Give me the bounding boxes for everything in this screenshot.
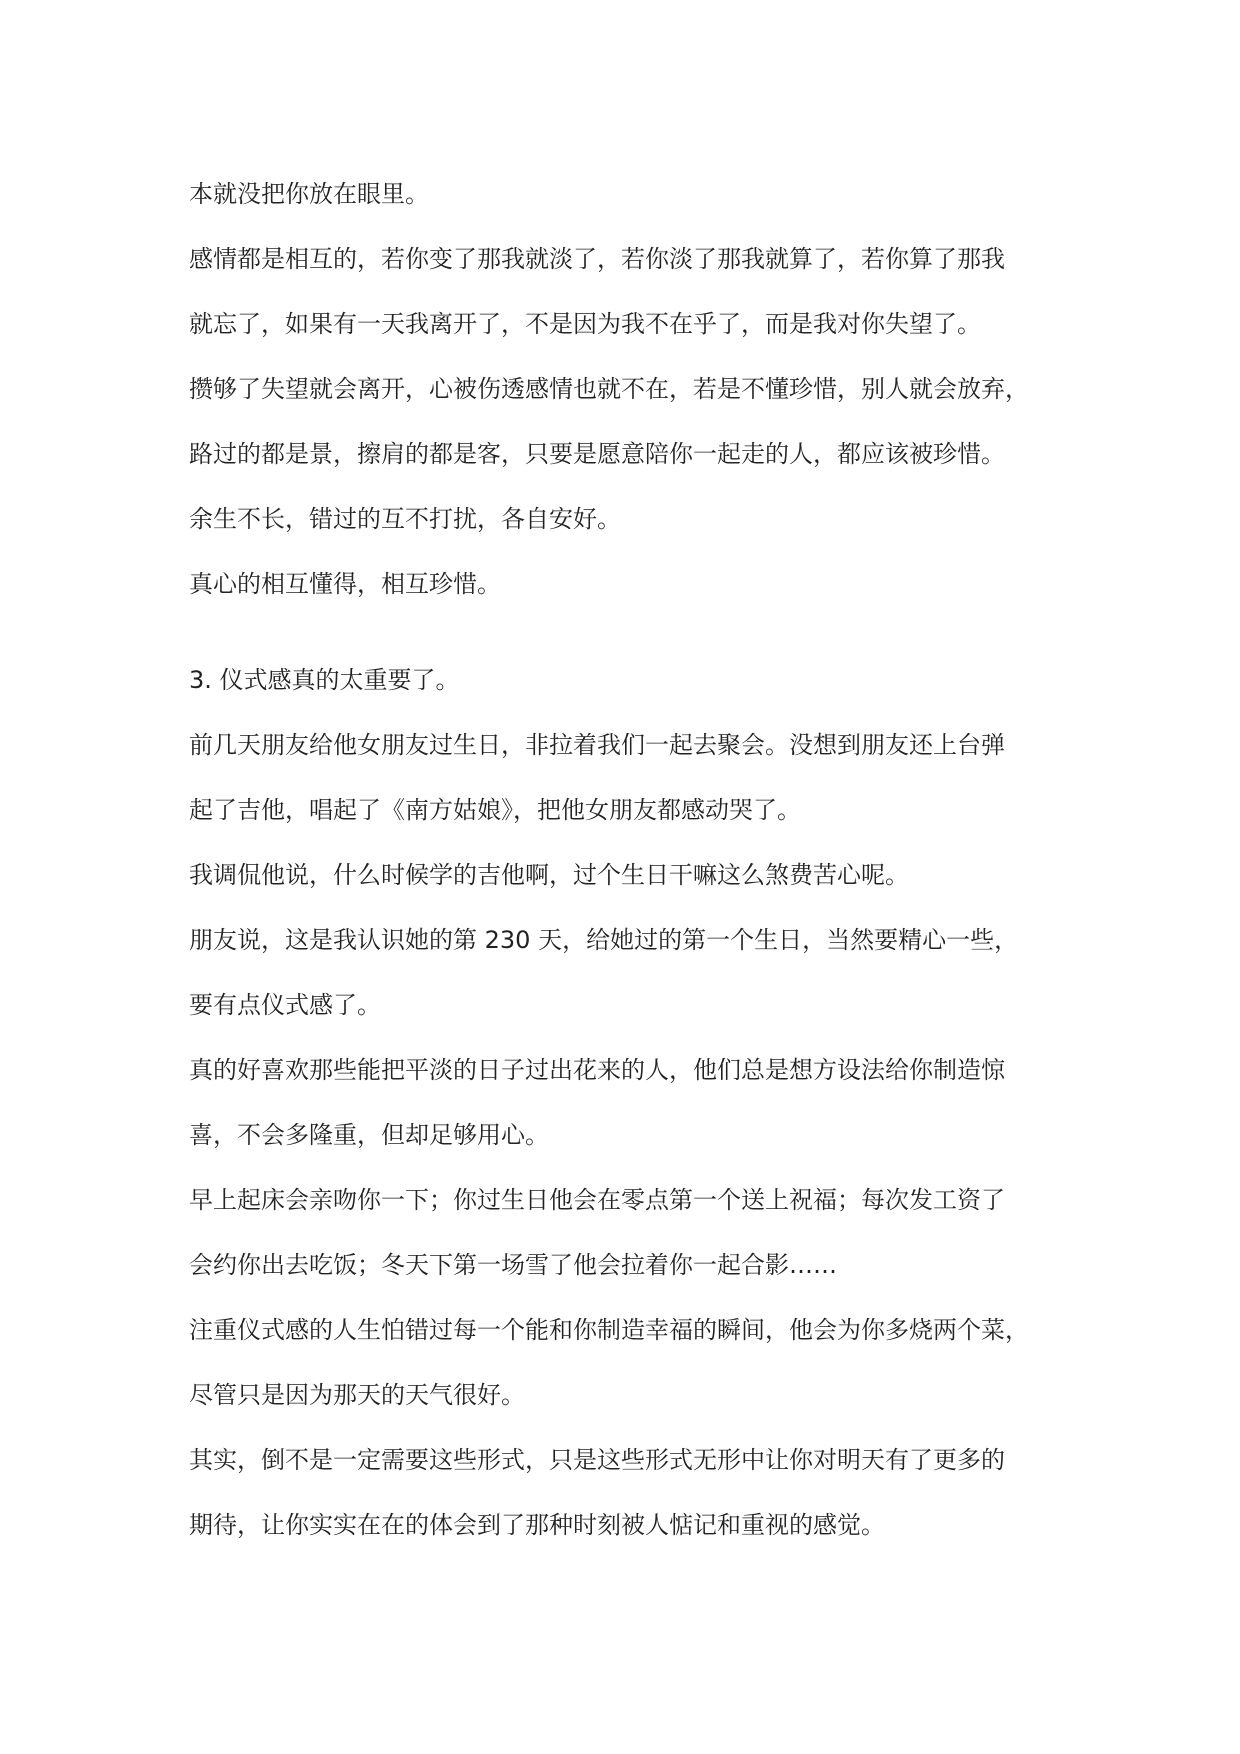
text-line: 真的好喜欢那些能把平淡的日子过出花来的人，他们总是想方设法给你制造惊 [189,1056,1005,1084]
text-line: 喜，不会多隆重，但却足够用心。 [189,1121,549,1149]
text-line: 余生不长，错过的互不打扰，各自安好。 [189,505,621,533]
text-line: 我调侃他说，什么时候学的吉他啊，过个生日干嘛这么煞费苦心呢。 [189,861,909,889]
section-heading: 3. 仪式感真的太重要了。 [189,666,460,694]
text-line: 早上起床会亲吻你一下；你过生日他会在零点第一个送上祝福；每次发工资了 [189,1186,1005,1214]
text-line: 尽管只是因为那天的天气很好。 [189,1381,525,1409]
text-line: 期待，让你实实在在的体会到了那种时刻被人惦记和重视的感觉。 [189,1511,885,1539]
text-line: 注重仪式感的人生怕错过每一个能和你制造幸福的瞬间，他会为你多烧两个菜， [189,1316,1029,1344]
text-line: 会约你出去吃饭；冬天下第一场雪了他会拉着你一起合影…… [189,1251,837,1279]
text-line: 真心的相互懂得，相互珍惜。 [189,570,501,598]
text-line: 攒够了失望就会离开，心被伤透感情也就不在，若是不懂珍惜，别人就会放弃， [189,375,1029,403]
text-line: 朋友说，这是我认识她的第 230 天，给她过的第一个生日，当然要精心一些， [189,926,1019,954]
text-line: 前几天朋友给他女朋友过生日，非拉着我们一起去聚会。没想到朋友还上台弹 [189,731,1005,759]
text-line: 本就没把你放在眼里。 [189,180,429,208]
text-line: 其实，倒不是一定需要这些形式，只是这些形式无形中让你对明天有了更多的 [189,1446,1005,1474]
text-line: 起了吉他，唱起了《南方姑娘》，把他女朋友都感动哭了。 [189,796,801,824]
text-line: 要有点仪式感了。 [189,991,381,1019]
text-line: 就忘了，如果有一天我离开了，不是因为我不在乎了，而是我对你失望了。 [189,310,981,338]
text-line: 路过的都是景，擦肩的都是客，只要是愿意陪你一起走的人，都应该被珍惜。 [189,440,1005,468]
text-line: 感情都是相互的，若你变了那我就淡了，若你淡了那我就算了，若你算了那我 [189,245,1005,273]
